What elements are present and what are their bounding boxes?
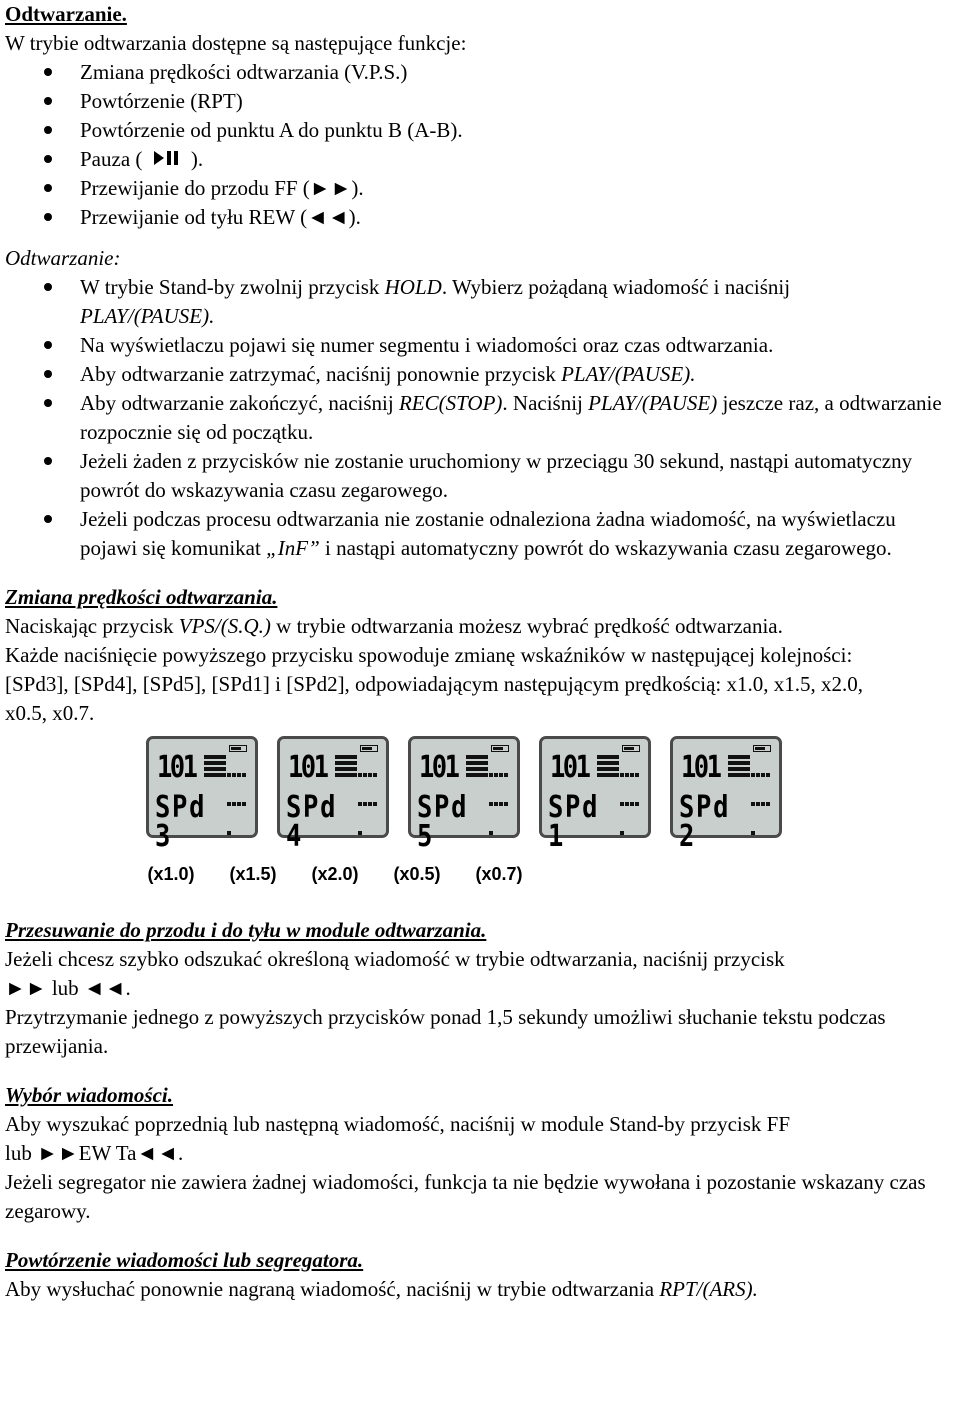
lcd-track: 101 [681,750,720,785]
lcd-figure [5,736,955,896]
level-bars-icon [335,755,357,779]
functions-list [5,58,955,232]
list-item: Jeżeli podczas procesu odtwarzania nie zostanie odnaleziona żadna wiadomość, na wyświetlaczu pojawi się komunikat „InF” i nastąpi automatyczny powrót do wskazywania czasu zegarowego. [5,505,955,563]
lcd-speed: SPd 3 [155,790,207,854]
speed-multiplier: (x1.5) [229,864,277,884]
list-item: Powtórzenie (RPT) [5,87,955,116]
lcd-speed: SPd 4 [286,790,338,854]
grid-icon [489,757,511,779]
play-pause-icon [152,148,182,168]
battery-icon [491,745,509,752]
section-intro: W trybie odtwarzania dostępne są następujące funkcje: [5,31,467,55]
lcd-track: 101 [288,750,327,785]
section-title-seek: Przesuwanie do przodu i do tyłu w module odtwarzania. [5,918,487,942]
seek-paragraph-2: Przytrzymanie jednego z powyższych przycisków ponad 1,5 sekundy umożliwi słuchanie tekstu podczas przewijania. [5,1005,886,1058]
lcd-display [408,736,520,854]
list-item: Na wyświetlaczu pojawi się numer segmentu i wiadomości oraz czas odtwarzania. [5,331,955,360]
playback-steps-list [5,273,955,563]
lcd-display [277,736,389,854]
seek-paragraph-1a: Jeżeli chcesz szybko odszukać określoną wiadomość w trybie odtwarzania, naciśnij przycisk [5,947,785,971]
level-bars-icon [728,755,750,779]
grid-icon [620,757,642,779]
lcd-speed: SPd 5 [417,790,469,854]
list-item: Przewijanie do przodu FF (►►). [5,174,955,203]
select-paragraph-1a: Aby wyszukać poprzednią lub następną wiadomość, naciśnij w module Stand-by przycisk FF [5,1112,791,1136]
list-item: Zmiana prędkości odtwarzania (V.P.S.) [5,58,955,87]
select-paragraph-2: Jeżeli segregator nie zawiera żadnej wiadomości, funkcja ta nie będzie wywołana i pozostanie wskazany czas zegarowy. [5,1170,926,1223]
grid-icon [751,757,773,779]
speed-paragraph-2: Każde naciśnięcie powyższego przycisku spowoduje zmianę wskaźników w następującej kolejności: [SPd3], [SPd4], [SPd5], [SPd1] i [SPd2], odpowiadającym następującym prędkością: x1.0, x1.5, x2.0, x0.5, x0.7. [5,643,864,725]
battery-icon [622,745,640,752]
lcd-speed: SPd 2 [679,790,731,854]
pause-label-end: ). [190,147,204,171]
list-item: W trybie Stand-by zwolnij przycisk HOLD. Wybierz pożądaną wiadomość i naciśnij PLAY/(PAUSE). [5,273,955,331]
speed-multiplier: (x2.0) [311,864,359,884]
lcd-track: 101 [419,750,458,785]
speed-multiplier: (x0.5) [393,864,441,884]
section-title-playback: Odtwarzanie. [5,2,127,26]
level-bars-icon [466,755,488,779]
grid-icon [358,757,380,779]
seek-paragraph-1b: ►► lub ◄◄. [5,976,131,1000]
document-page [5,0,955,1304]
lcd-display [670,736,782,854]
list-item-pause [5,145,955,174]
battery-icon [360,745,378,752]
battery-icon [229,745,247,752]
list-item: Przewijanie od tyłu REW (◄◄). [5,203,955,232]
lcd-display [146,736,258,854]
speed-paragraph-1: Naciskając przycisk VPS/(S.Q.) w trybie odtwarzania możesz wybrać prędkość odtwarzania. [5,614,783,638]
list-item: Powtórzenie od punktu A do punktu B (A-B). [5,116,955,145]
section-title-speed: Zmiana prędkości odtwarzania. [5,585,278,609]
list-item: Jeżeli żaden z przycisków nie zostanie uruchomiony w przeciągu 30 sekund, nastąpi automatyczny powrót do wskazywania czasu zegarowego. [5,447,955,505]
lcd-track: 101 [157,750,196,785]
lcd-display [539,736,651,854]
lcd-speed: SPd 1 [548,790,600,854]
level-bars-icon [204,755,226,779]
section-title-repeat: Powtórzenie wiadomości lub segregatora. [5,1248,364,1272]
lcd-track: 101 [550,750,589,785]
battery-icon [753,745,771,752]
speed-multiplier: (x1.0) [147,864,195,884]
list-item: Aby odtwarzanie zatrzymać, naciśnij ponownie przycisk PLAY/(PAUSE). [5,360,955,389]
section-title-playback-steps: Odtwarzanie: [5,246,121,270]
select-paragraph-1b: lub ►►EW Ta◄◄. [5,1141,184,1165]
grid-icon [227,757,249,779]
level-bars-icon [597,755,619,779]
list-item: Aby odtwarzanie zakończyć, naciśnij REC(STOP). Naciśnij PLAY/(PAUSE) jeszcze raz, a odtwarzanie rozpocznie się od początku. [5,389,955,447]
repeat-paragraph: Aby wysłuchać ponownie nagraną wiadomość, naciśnij w trybie odtwarzania RPT/(ARS). [5,1277,758,1301]
section-title-select: Wybór wiadomości. [5,1083,174,1107]
speed-multiplier: (x0.7) [475,864,523,884]
pause-label: Pauza ( [80,147,143,171]
